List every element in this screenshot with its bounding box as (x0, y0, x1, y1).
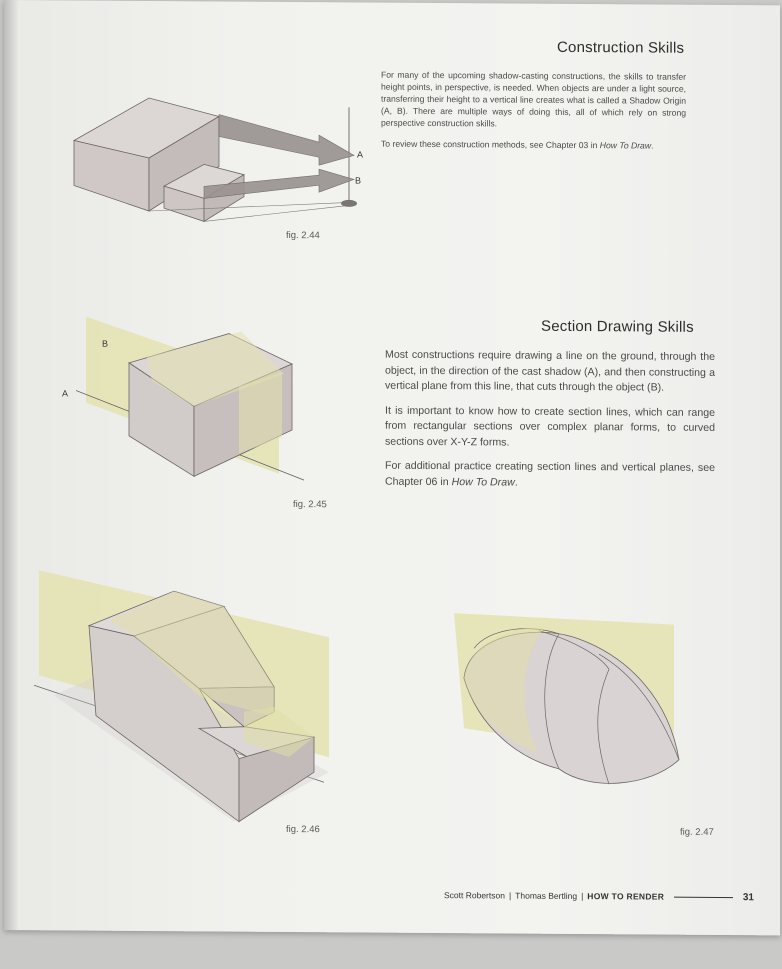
page-number: 31 (742, 891, 754, 903)
construction-review-paragraph (381, 138, 686, 152)
fig44-label-a: A (357, 149, 364, 160)
fig45-label-a: A (62, 388, 69, 399)
figure-2-46 (29, 565, 339, 827)
footer-separator-1: | (508, 890, 512, 901)
page-spine-shadow (4, 0, 18, 930)
review-text: To review these construction methods, see Chapter 03 in (381, 138, 600, 151)
construction-skills-text (381, 69, 686, 161)
footer-rule (674, 896, 733, 897)
practice-end: . (514, 476, 518, 489)
book-page (4, 0, 780, 935)
fig-2-45-caption: fig. 2.45 (293, 499, 327, 511)
section-drawing-text (385, 348, 715, 501)
construction-skills-heading: Construction Skills (557, 38, 685, 57)
footer-book-title: HOW TO RENDER (587, 891, 665, 902)
review-end: . (651, 140, 654, 151)
figure-2-45 (54, 310, 304, 482)
practice-text: For additional practice creating section lines and vertical planes, see Chapter 06 in (385, 459, 715, 488)
fig45-label-b: B (102, 338, 109, 349)
page-footer (444, 888, 754, 904)
figure-2-47 (449, 608, 689, 800)
section-paragraph-2: It is important to know how to create section lines, which can range from rectangular sections over complex planar forms, to curved sections over X-Y-Z forms. (385, 404, 715, 449)
footer-author-2: Thomas Bertling (515, 890, 578, 902)
footer-separator-2: | (581, 891, 584, 902)
fig-2-47-caption: fig. 2.47 (680, 826, 714, 838)
fig-2-44-caption: fig. 2.44 (286, 229, 320, 242)
section-drawing-skills-heading: Section Drawing Skills (541, 317, 694, 336)
footer-author-1: Scott Robertson (444, 890, 505, 901)
fig44-label-b: B (355, 175, 362, 186)
figure-2-44 (64, 85, 374, 227)
review-book-title: How To Draw (599, 140, 652, 151)
section-paragraph-1: Most constructions require drawing a line on the ground, through the object, in the direction of the cast shadow (A), and then constructing a vertical plane from this line, that cuts through the object (B). (385, 348, 715, 394)
construction-paragraph: For many of the upcoming shadow-casting constructions, the skills to transfer height points, in perspective, is needed. When objects are under a light source, transferring their height to a vertical line creates what is called a Shadow Origin (A, B). There are multiple ways of doing this, all of which rely on strong perspective construction skills. (381, 69, 686, 129)
practice-book-title: How To Draw (451, 475, 515, 489)
section-practice-paragraph (385, 459, 715, 492)
fig-2-46-caption: fig. 2.46 (286, 823, 320, 836)
